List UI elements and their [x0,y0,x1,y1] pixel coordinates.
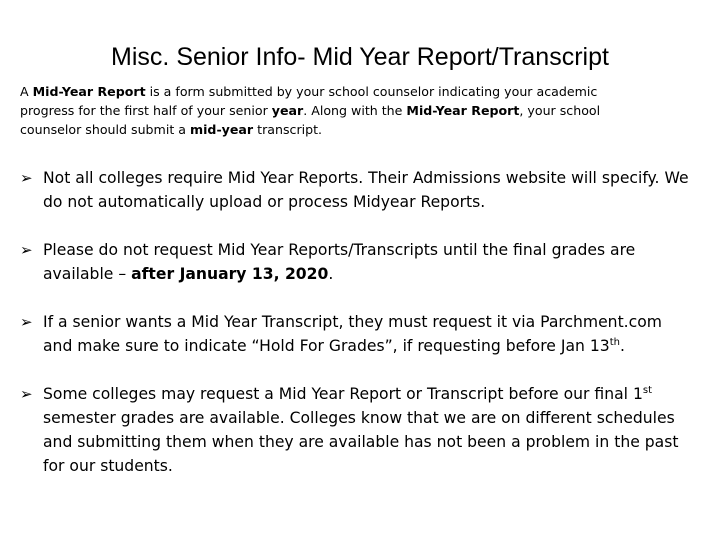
bullet-text: Not all colleges require Mid Year Reports. Their Admissions website will specify. We do not automatically upload or process Midyear Reports. [43,169,689,211]
intro-text: transcript. [253,122,323,137]
arrow-bullet-icon: ➢ [20,313,33,331]
intro-text: . Along with the [303,103,407,118]
intro-paragraph [20,82,620,139]
intro-text: A [20,84,33,99]
intro-text: , your school counselor should submit a [20,103,601,137]
bullet-text-end: semester grades are available. Colleges know that we are on different schedules and submitting them when they are available has not been a problem in the past for our students. [43,409,679,475]
bullet-text: Some colleges may request a Mid Year Report or Transcript before our final 1 [43,385,643,403]
bullet-item [20,310,690,358]
bullet-item [20,166,690,214]
intro-bold-term: Mid-Year Report [406,103,520,118]
intro-text: is a form submitted by your school counselor indicating your academic progress for the first half of your senior [20,84,598,118]
ordinal-suffix: st [642,384,653,396]
bullet-text: If a senior wants a Mid Year Transcript, they must request it via Parchment.com and make sure to indicate “Hold For Grades”, if requesting before Jan 13 [43,313,662,355]
intro-bold-term: Mid-Year Report [32,84,146,99]
arrow-bullet-icon: ➢ [20,241,33,259]
bullet-bold-date: after January 13, 2020 [131,265,329,283]
bullet-text-end: . [619,337,625,355]
intro-bold-term: mid-year [189,122,254,137]
bullet-text-end: . [328,265,334,283]
ordinal-suffix: th [609,336,620,348]
arrow-bullet-icon: ➢ [20,385,33,403]
bullet-item [20,238,690,286]
bullet-list [20,166,690,478]
bullet-item [20,382,690,478]
arrow-bullet-icon: ➢ [20,169,33,187]
intro-bold-term: year [271,103,304,118]
bullet-text: Please do not request Mid Year Reports/Transcripts until the final grades are available – [43,241,636,283]
page-title: Misc. Senior Info- Mid Year Report/Transcript [111,43,609,71]
